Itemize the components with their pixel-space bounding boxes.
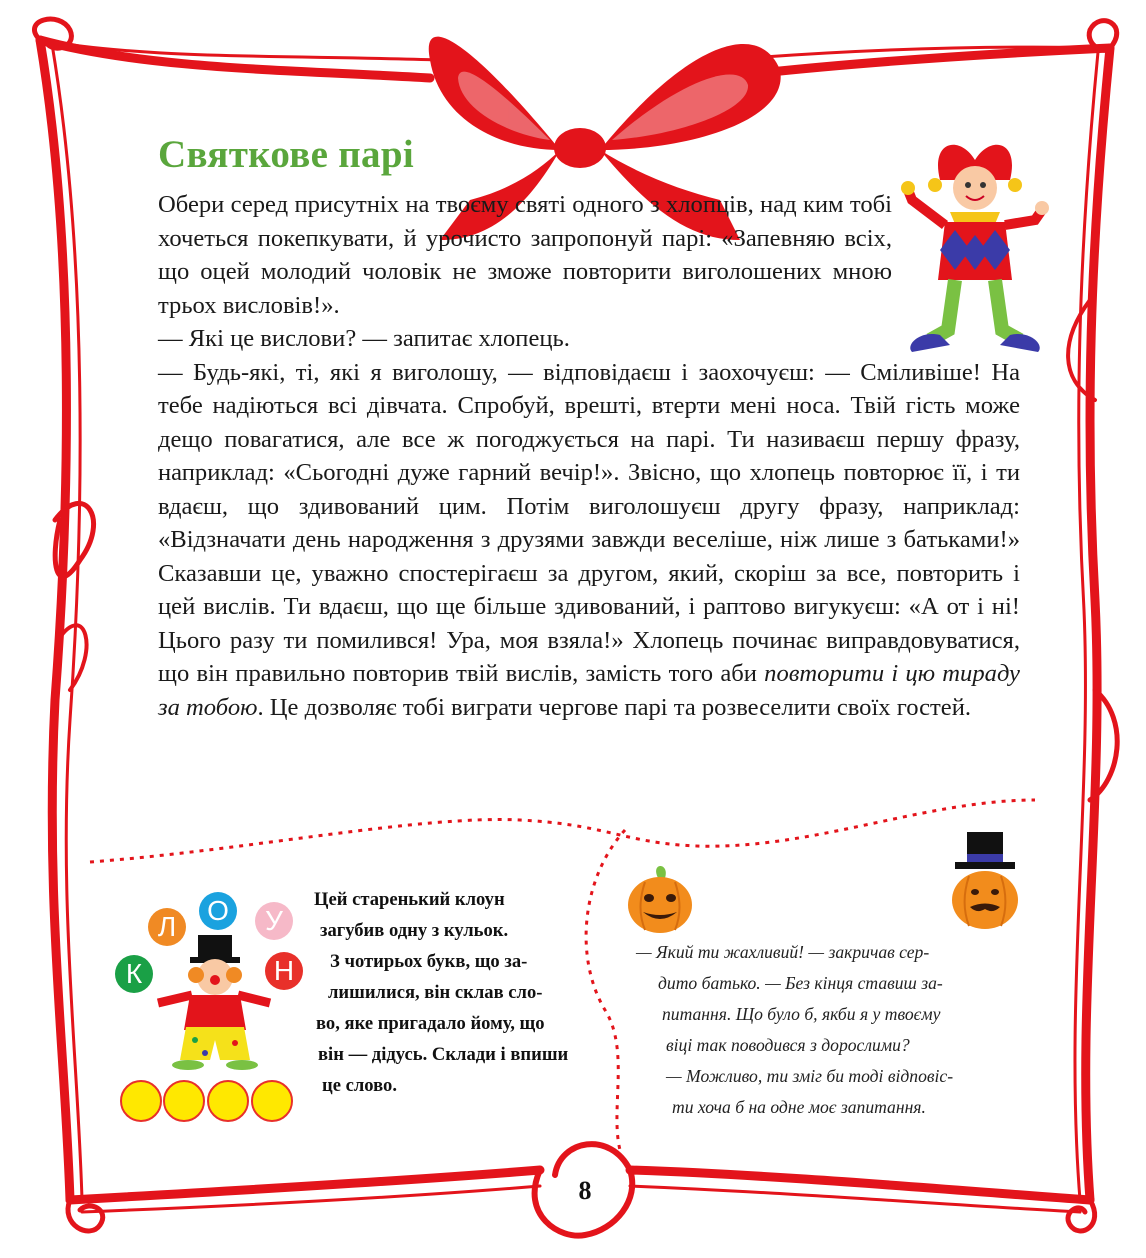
puzzle-line: загубив одну з кульок. (320, 920, 509, 941)
story-paragraph-3 (158, 356, 1020, 725)
answer-slot-1[interactable] (120, 1080, 162, 1122)
clown-illustration (150, 935, 280, 1070)
story-paragraph-3-start: — Будь-які, ті, які я виголошу, — відповідаєш і заохочуєш: — Сміливіше! На тебе надіються всі дівчата. Спробуй, врешті, втерти мені носа. Твій гість може дещо повагатися, але все ж погоджується на парі. Ти називаєш першу фразу, наприклад: «Сьогодні дуже гарний вечір!». Звісно, що хлопець повторює її, і ти вдаєш, що здивований цим. Потім виголошуєш другу фразу, наприклад: «Відзначати день народження з друзями завжди веселіше, ніж лише з батьками!» Сказавши це, уважно спостерігаєш за другом, який, скоріш за все, повторить і цей вислів. Ти вдаєш, що ще більше здивований, і раптово вигукуєш: «А от і ні! Цього разу ти помилився! Ура, моя взяла!» Хлопець починає виправдовуватися, що він правильно повторив твій вислів, замість того аби (158, 358, 1020, 687)
letter-ball-o: О (199, 892, 237, 930)
puzzle-line: Цей старенький клоун (314, 889, 505, 910)
story-italic-phrase: повторити і цю тираду за тобою (158, 660, 1020, 721)
story-paragraph-1: Обери серед присутніх на твоєму святі одного з хлопців, над ким тобі хочеться покепкувати, й урочисто запропонуй парі: «Запевняю всіх, що оцей молодий чоловік не зможе повторити виголошених мною трьох висловів!». (158, 191, 892, 319)
joke-line: питання. Що було б, якби я у твоєму (662, 1004, 941, 1024)
page-number: 8 (578, 1176, 592, 1205)
puzzle-line: во, яке пригадало йому, що (316, 1013, 545, 1034)
answer-slot-4[interactable] (251, 1080, 293, 1122)
answer-slot-3[interactable] (207, 1080, 249, 1122)
joke-line: ти хоча б на одне моє запитання. (672, 1097, 926, 1117)
story-paragraph-2: — Які це вислови? — запитає хлопець. (158, 325, 570, 352)
puzzle-line: він — дідусь. Склади і впиши (318, 1044, 569, 1065)
puzzle-line: З чотирьох букв, що за- (330, 951, 528, 972)
page-title: Святкове парі (158, 133, 414, 176)
joke-line: віці так поводився з дорослими? (666, 1035, 910, 1055)
pumpkin-top-hat-illustration (945, 832, 1025, 932)
joke-line: дито батько. — Без кінця ставиш за- (658, 973, 943, 993)
puzzle-line: лишилися, він склав сло- (328, 982, 543, 1003)
letter-ball-n: Н (265, 952, 303, 990)
joke-line: — Можливо, ти зміг би тоді відповіс- (666, 1066, 954, 1086)
puzzle-line: це слово. (322, 1075, 397, 1096)
story-text (158, 188, 1020, 724)
letter-ball-k: К (115, 955, 153, 993)
pumpkin-illustration (625, 860, 695, 935)
clown-puzzle-text (314, 884, 606, 1101)
joke-line: — Який ти жахливий! — закричав сер- (636, 942, 930, 962)
letter-ball-u: У (255, 902, 293, 940)
story-paragraph-3-end: . Це дозволяє тобі виграти чергове парі та розвеселити своїх гостей. (257, 693, 972, 721)
answer-slot-2[interactable] (163, 1080, 205, 1122)
letter-ball-l: Л (148, 908, 186, 946)
joke-text (636, 937, 1056, 1123)
